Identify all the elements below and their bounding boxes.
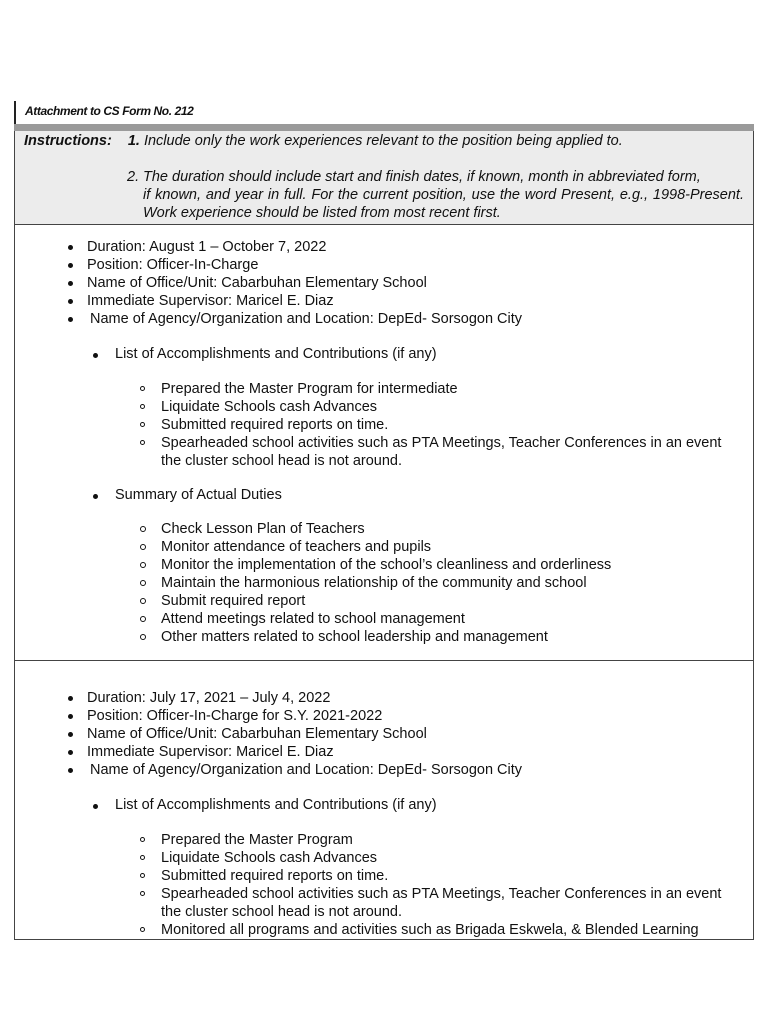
list-item: Monitor the implementation of the school’s cleanliness and orderliness (15, 556, 753, 574)
entry-1-position: Position: Officer-In-Charge (15, 256, 753, 274)
entry-1-details (15, 238, 753, 328)
entry-1-duration: Duration: August 1 – October 7, 2022 (15, 238, 753, 256)
list-item: Liquidate Schools cash Advances (15, 849, 753, 867)
work-experience-entry-2 (14, 661, 754, 940)
entry-2-accomplishments-list (15, 831, 753, 939)
entry-2-duration: Duration: July 17, 2021 – July 4, 2022 (15, 689, 753, 707)
instructions-label: Instructions: (24, 133, 112, 149)
instruction-1-number: 1. (127, 133, 140, 149)
list-item: Maintain the harmonious relationship of the community and school (15, 574, 753, 592)
header-divider-bar (14, 124, 754, 131)
list-item: Check Lesson Plan of Teachers (15, 520, 753, 538)
entry-1-accomplishments-list (15, 380, 753, 470)
instruction-item-2 (127, 168, 744, 222)
entry-1-agency: Name of Agency/Organization and Location: DepEd- Sorsogon City (15, 310, 753, 328)
entry-2-office: Name of Office/Unit: Cabarbuhan Elementary School (15, 725, 753, 743)
list-item: Spearheaded school activities such as PTA Meetings, Teacher Conferences in an event the cluster school head is not around. (15, 434, 753, 470)
work-experience-entry-1 (14, 225, 754, 661)
list-item: Prepared the Master Program (15, 831, 753, 849)
list-item: Monitored all programs and activities such as Brigada Eskwela, & Blended Learning (15, 921, 753, 939)
entry-2-supervisor: Immediate Supervisor: Maricel E. Diaz (15, 743, 753, 761)
entry-1-office: Name of Office/Unit: Cabarbuhan Elementary School (15, 274, 753, 292)
list-item: Spearheaded school activities such as PTA Meetings, Teacher Conferences in an event the cluster school head is not around. (15, 885, 753, 921)
list-item: Other matters related to school leadership and management (15, 628, 753, 646)
list-item: Prepared the Master Program for intermediate (15, 380, 753, 398)
list-item: Submitted required reports on time. (15, 867, 753, 885)
instruction-2-text-rest: if known, and year in full. For the current position, use the word Present, e.g., 1998-Present. Work experience should be listed from most recent first. (143, 187, 744, 221)
list-item: Liquidate Schools cash Advances (15, 398, 753, 416)
entry-2-position: Position: Officer-In-Charge for S.Y. 2021-2022 (15, 707, 753, 725)
form-title: Attachment to CS Form No. 212 (25, 104, 194, 118)
entry-2-details (15, 689, 753, 779)
instruction-item-1 (24, 133, 623, 149)
entry-2-accomplishments-heading: List of Accomplishments and Contributions (if any) (15, 796, 753, 814)
instruction-2-number: 2. (127, 169, 140, 185)
instruction-1-text: Include only the work experiences relevant to the position being applied to. (143, 133, 623, 149)
entry-1-duties-heading: Summary of Actual Duties (15, 486, 753, 504)
instruction-2-text-line1: The duration should include start and finish dates, if known, month in abbreviated form, (143, 169, 701, 185)
list-item: Monitor attendance of teachers and pupils (15, 538, 753, 556)
list-item: Attend meetings related to school management (15, 610, 753, 628)
list-item: Submitted required reports on time. (15, 416, 753, 434)
entry-2-agency: Name of Agency/Organization and Location: DepEd- Sorsogon City (15, 761, 753, 779)
entry-1-duties-list (15, 520, 753, 646)
entry-1-supervisor: Immediate Supervisor: Maricel E. Diaz (15, 292, 753, 310)
list-item: Submit required report (15, 592, 753, 610)
entry-1-accomplishments-heading: List of Accomplishments and Contributions (if any) (15, 345, 753, 363)
instructions-box (14, 131, 754, 225)
left-border-rule (14, 101, 16, 125)
